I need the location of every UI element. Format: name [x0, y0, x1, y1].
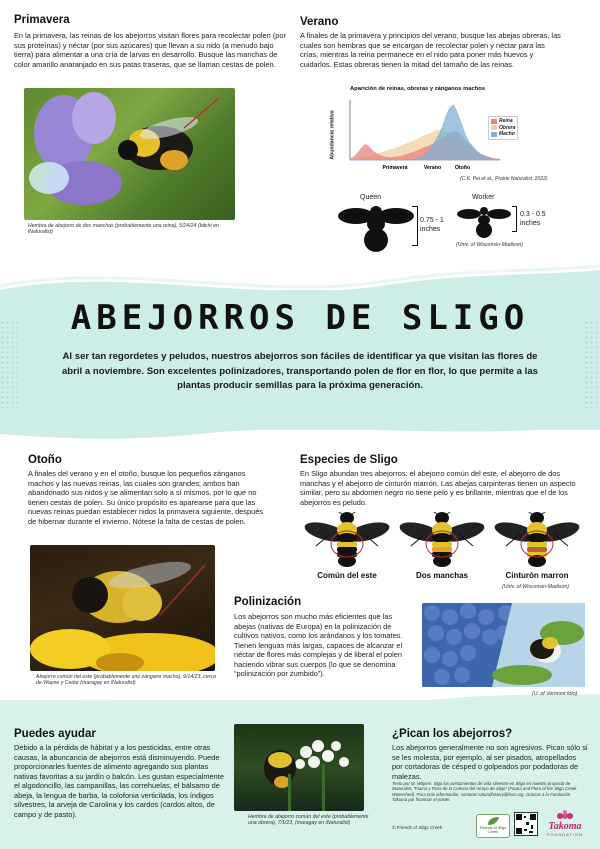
logo-takoma-text: Takoma — [548, 821, 582, 832]
pican-text: Los abejorros generalmente no son agresivos. Pican sólo si se les molesta, por ejemplo, al ser pisados, atropellados por cortadoras de césped o golpeados por podadoras de malezas. — [392, 743, 588, 781]
worker-label: Worker — [472, 194, 495, 201]
especies-heading: Especies de Sligo — [300, 454, 398, 466]
logo-fosc — [476, 814, 510, 838]
bumblebee-diagram-icon — [302, 512, 392, 570]
worker-bracket — [512, 206, 517, 232]
legend-item-macho — [491, 131, 515, 138]
species-label: Dos manchas — [415, 571, 469, 580]
wave-mid — [0, 412, 600, 448]
legend-label: Reina — [499, 118, 513, 124]
primavera-text: En la primavera, las reinas de los abejorros visitan flores para recolectar polen (por sus proteínas) y néctar (por sus azúcares) que llevan a su nido (a menudo bajo tierra) para alimentar a una cría de larvas en desarrollo. Busque las manchas de color amarillo anaranjado en sus patas traseras, que se llaman cestas de polen. — [14, 31, 286, 69]
species-figure — [302, 512, 392, 584]
species-label: Cinturón marron — [505, 571, 569, 580]
pican-heading: ¿Pican los abejorros? — [392, 728, 513, 740]
queen-size: 0.75 - 1 inches — [420, 217, 444, 233]
credits-text: Texto por M. Wilpers. Siga los avistamientos de vida silvestre en Sligo en nuestro proyecto de iNaturalist, "Fauna y Flora de la Cuenca del Arroyo de Sligo" (Fauna and Flora of the Sligo Creek Watershed). Para más información, contacte naturalhistory@fosc.org. Gracias a la Fundación Takoma por financiar el póster. — [392, 781, 577, 803]
ayudar-text: Debido a la pérdida de hábitat y a los pesticidas, entre otras causas, la abuncancia de abejorros está disminuyendo. Puede proporcionarles fuentes de alimento agregando sus plantas nativas favoritas a su jardín o balcón. Les gustan especialmente el algodoncillo, las campanillas, las correhuelas, el bálsamo de abeja, la lengua de barba, la colofonia verticilada, los índigos silvestres, la arveja de Carolina y los cardos (cardos altos, de campo y de pasto). — [14, 743, 224, 819]
otono-heading: Otoño — [28, 454, 62, 466]
especies-text: En Sligo abundan tres abejorros: el abejorro común del este, el abejorro de dos manchas y el abejorro de cinturón marrón. Las abejas carpinteras tienen un aspecto similar, pero su abdomen negro no tiene pelo y es brillante, mientras que el de los abejorros es peludo. — [300, 469, 576, 507]
logo-takoma-sub: FOUNDATION — [546, 832, 584, 837]
legend-swatch — [491, 119, 497, 124]
intro-text: Al ser tan regordetes y peludos, nuestros abejorros son fáciles de identificar ya que visitan las flores de abril a noviembre. Son excelentes polinizadores, transportando polen de flor en flor, lo que permite a las plantas producir semillas para la próxima generación. — [61, 351, 539, 391]
primavera-heading: Primavera — [14, 14, 70, 26]
polinizacion-source: (U. of Vermont foto) — [532, 691, 578, 697]
polinizacion-heading: Polinización — [234, 596, 302, 608]
species-label: Común del este — [317, 571, 377, 580]
worker-size-figure — [456, 194, 586, 256]
otono-text: A finales del verano y en el otoño, busque los pequeños zánganos machos y las nuevas reinas, las cuales son grandes; ambos han abandonado sus nidos y se alimentan solo a sí mismos, por lo que no tienen cestas de polen. Su único propósito es aparearse para que las nuevas reinas puedan establecer nidos la primavera siguiente, después de hibernar durante el invierno. Nótese la falta de cestas de polen. — [28, 469, 264, 526]
logo-takoma — [540, 810, 590, 840]
bumblebee-diagram-icon — [492, 512, 582, 570]
legend-label: Macho — [499, 131, 515, 137]
leaf-icon — [486, 816, 500, 826]
species-row — [302, 512, 587, 592]
size-source: (Univ. of Wisconsin-Madison) — [456, 242, 524, 248]
primavera-photo — [24, 88, 235, 220]
species-figure — [397, 512, 487, 584]
bumblebee-diagram-icon — [397, 512, 487, 570]
qr-code — [514, 812, 538, 836]
polinizacion-text: Los abejorros son mucho más eficientes que las abejas (nativas de Europa) en la polinización de cultivos nativos, como los arándanos y los tomates. Tienen lenguas más largas, capaces de alcanzar el néctar de flores más complejas y de liberal el polen haciendo vibrar sus cuerpos (lo que se denomina “polinización por zumbido”). — [234, 612, 403, 678]
x-tick-label: Otoño — [454, 165, 471, 171]
chart-title: Aparición de reinas, obreras y zánganos machos — [350, 86, 485, 92]
page-title: ABEJORROS DE SLIGO — [70, 298, 530, 338]
chart-legend — [488, 116, 518, 140]
ayudar-photo — [234, 724, 364, 811]
otono-photo — [30, 545, 215, 671]
logo-fosc-text: Friends of Sligo Creek — [479, 826, 507, 835]
species-source: (Univ. of Wisconsin-Madison) — [502, 584, 570, 590]
primavera-caption: Hembra de abejorro de dos manchas (probablemente una reina), 5/24/24 (bitchi en iNaturalist) — [28, 223, 219, 236]
bee-on-white-flowers-illustration — [234, 724, 364, 811]
ayudar-heading: Puedes ayudar — [14, 728, 96, 740]
bee-on-flower-illustration — [24, 88, 235, 220]
wave-bottom — [0, 686, 600, 722]
queen-bracket — [412, 206, 418, 246]
bee-on-yellow-flower-illustration — [30, 545, 215, 671]
legend-swatch — [491, 132, 497, 137]
blueberries-bee-illustration — [422, 603, 585, 687]
chart-ylabel: Abundancia relativa — [329, 110, 336, 160]
worker-silhouette-icon — [456, 202, 512, 242]
species-figure — [492, 512, 582, 584]
x-tick-label: Primavera — [382, 165, 408, 171]
legend-label: Obrera — [499, 124, 516, 131]
otono-caption: Abejorro común del este (probablemente uno zángano macho), 9/14/23, cerca de Wayne y Cedar (maragay en iNaturalist) — [36, 674, 216, 687]
queen-size-figure — [336, 194, 446, 254]
phenology-chart — [330, 86, 592, 184]
copyright: © Friends of Sligo Creek — [392, 825, 443, 830]
x-tick-label: Verano — [423, 165, 442, 171]
polinizacion-photo — [422, 603, 585, 687]
queen-silhouette-icon — [336, 202, 416, 254]
ayudar-caption: Hembra de abejorro común del este (probablemente una obrera), 7/1/23, (maragay en iNaturalist) — [248, 814, 369, 827]
chart-source: (C.K. Pei et al., Prairie Naturalist, 2022) — [460, 176, 548, 182]
verano-text: A finales de la primavera y principios del verano, busque las abejas obreras, las cuales son hembras que se encargan de recolectar polen y néctar para las crías, mientras la reina permanece en el nido para poner más huevos y cuidarlos. Estas obreras tienen la mitad del tamaño de las reinas. — [300, 31, 561, 69]
qr-code-icon — [515, 813, 537, 835]
chart-plot — [344, 96, 504, 172]
worker-size: 0.3 - 0.5 inches — [520, 211, 546, 227]
queen-label: Queen — [360, 194, 382, 201]
legend-swatch — [491, 125, 497, 130]
verano-heading: Verano — [300, 16, 339, 28]
